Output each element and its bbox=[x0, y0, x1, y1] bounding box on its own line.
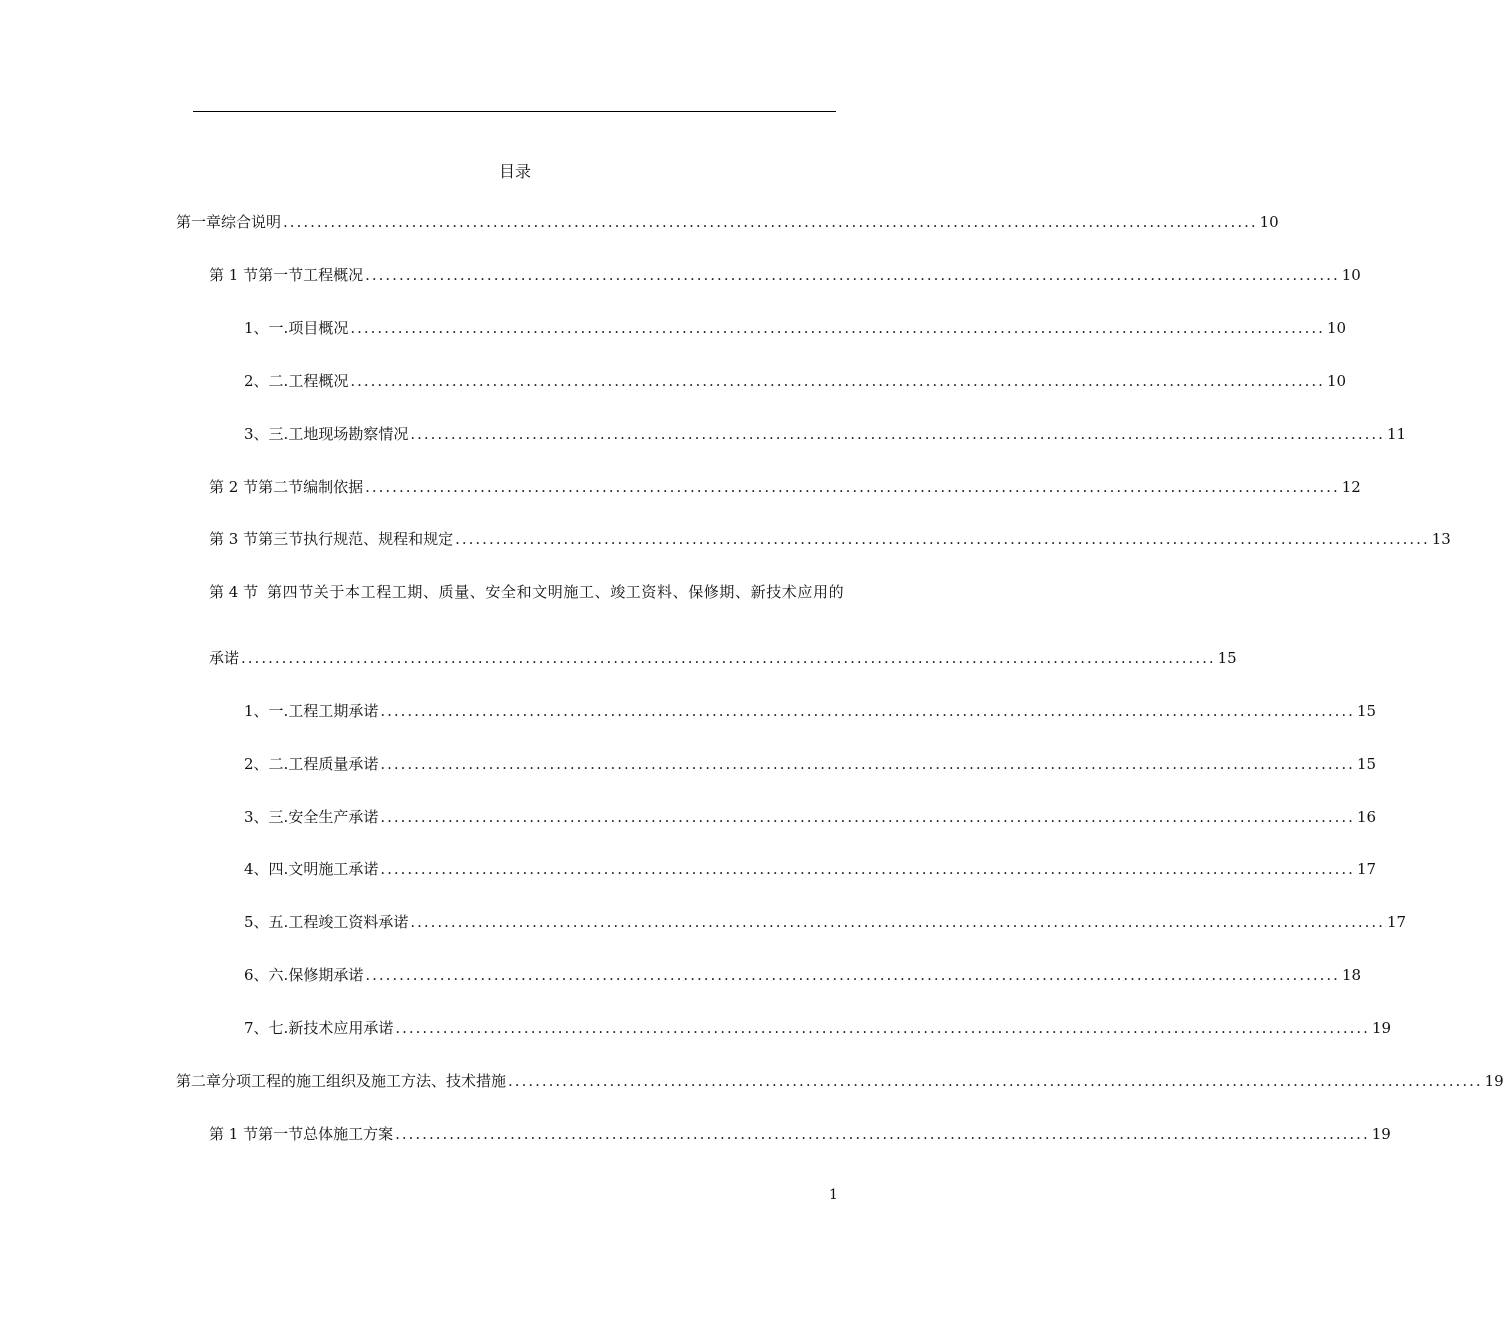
toc-entry-text: 综合说明 bbox=[221, 213, 282, 231]
toc-entry-page: 10 bbox=[1341, 266, 1361, 284]
toc-entry-page: 11 bbox=[1386, 425, 1407, 443]
toc-entry-number: 3、 bbox=[244, 808, 269, 826]
toc-entry-number: 2、 bbox=[244, 755, 269, 773]
toc-title: 目录 bbox=[498, 162, 531, 181]
toc-entry-text: 一.工程工期承诺 bbox=[268, 702, 379, 720]
toc-entry-number: 7、 bbox=[244, 1019, 269, 1037]
toc-entry-number: 4、 bbox=[244, 860, 269, 878]
toc-entry-text: 六.保修期承诺 bbox=[268, 966, 364, 984]
toc-entry-text: 分项工程的施工组织及施工方法、技术措施 bbox=[221, 1072, 507, 1090]
toc-entry-item[interactable] bbox=[244, 964, 1362, 986]
toc-entry-page: 18 bbox=[1341, 966, 1362, 984]
toc-entry-page: 16 bbox=[1356, 808, 1377, 826]
toc-entry-number: 1、 bbox=[244, 702, 269, 720]
toc-entry-page: 15 bbox=[1356, 755, 1377, 773]
toc-entry-number: 第 3 节 bbox=[209, 530, 259, 548]
dot-leader: ................................................................................................................................................ bbox=[283, 213, 1258, 231]
toc-entry-page: 15 bbox=[1356, 702, 1377, 720]
dot-leader: ................................................................................................................................................ bbox=[350, 319, 1325, 337]
dot-leader: ................................................................................................................................................ bbox=[380, 808, 1355, 826]
toc-entry-item[interactable] bbox=[244, 370, 1347, 392]
toc-entry-section-wrapped[interactable] bbox=[209, 581, 844, 603]
toc-entry-number: 第 1 节 bbox=[209, 1125, 259, 1143]
toc-entry-number: 5、 bbox=[244, 913, 269, 931]
toc-entry-page: 13 bbox=[1431, 530, 1451, 548]
toc-entry-item[interactable] bbox=[244, 700, 1377, 722]
toc-entry-chapter-2[interactable] bbox=[176, 1070, 1504, 1092]
toc-entry-item[interactable] bbox=[244, 753, 1377, 775]
toc-entry-page: 12 bbox=[1341, 478, 1361, 496]
toc-entry-number: 2、 bbox=[244, 372, 269, 390]
toc-entry-text: 承诺 bbox=[209, 649, 240, 667]
toc-entry-number: 第 4 节 bbox=[209, 583, 259, 601]
toc-entry-item[interactable] bbox=[244, 1017, 1392, 1039]
dot-leader: ................................................................................................................................................ bbox=[380, 860, 1355, 878]
toc-entry-page: 10 bbox=[1326, 319, 1347, 337]
toc-entry-page: 17 bbox=[1356, 860, 1377, 878]
toc-entry-page: 10 bbox=[1326, 372, 1347, 390]
dot-leader: ................................................................................................................................................ bbox=[395, 1019, 1370, 1037]
toc-entry-chapter-1[interactable] bbox=[176, 211, 1279, 233]
toc-entry-text: 二.工程概况 bbox=[268, 372, 349, 390]
dot-leader: ................................................................................................................................................ bbox=[508, 1072, 1483, 1090]
toc-entry-section[interactable] bbox=[209, 1123, 1391, 1145]
dot-leader: ................................................................................................................................................ bbox=[380, 755, 1355, 773]
toc-entry-text: 第一节工程概况 bbox=[258, 266, 364, 284]
toc-entry-number: 第 2 节 bbox=[209, 478, 259, 496]
toc-entry-section-continuation[interactable] bbox=[209, 647, 1237, 669]
toc-entry-text: 四.文明施工承诺 bbox=[268, 860, 379, 878]
toc-entry-page: 10 bbox=[1259, 213, 1279, 231]
toc-entry-text: 第一节总体施工方案 bbox=[258, 1125, 394, 1143]
toc-entry-number: 6、 bbox=[244, 966, 269, 984]
toc-entry-page: 15 bbox=[1217, 649, 1237, 667]
dot-leader: ................................................................................................................................................ bbox=[365, 266, 1340, 284]
toc-entry-text: 三.工地现场勘察情况 bbox=[268, 425, 409, 443]
toc-entry-section[interactable] bbox=[209, 264, 1361, 286]
dot-leader: ................................................................................................................................................ bbox=[241, 649, 1216, 667]
dot-leader: ................................................................................................................................................ bbox=[350, 372, 1325, 390]
page-number: 1 bbox=[829, 1187, 838, 1203]
toc-entry-item[interactable] bbox=[244, 806, 1377, 828]
toc-entry-page: 19 bbox=[1371, 1125, 1391, 1143]
toc-entry-text: 第四节关于本工程工期、质量、安全和文明施工、竣工资料、保修期、新技术应用的 bbox=[267, 583, 845, 601]
toc-entry-item[interactable] bbox=[244, 858, 1377, 880]
toc-entry-text: 五.工程竣工资料承诺 bbox=[268, 913, 409, 931]
toc-entry-text: 第三节执行规范、规程和规定 bbox=[258, 530, 454, 548]
toc-entry-text: 一.项目概况 bbox=[268, 319, 349, 337]
toc-entry-number: 第 1 节 bbox=[209, 266, 259, 284]
toc-entry-section[interactable] bbox=[209, 528, 1451, 550]
toc-entry-page: 19 bbox=[1371, 1019, 1392, 1037]
dot-leader: ................................................................................................................................................ bbox=[365, 478, 1340, 496]
toc-entry-text: 七.新技术应用承诺 bbox=[268, 1019, 394, 1037]
header-rule bbox=[193, 111, 836, 112]
dot-leader: ................................................................................................................................................ bbox=[410, 425, 1385, 443]
toc-entry-text: 三.安全生产承诺 bbox=[268, 808, 379, 826]
dot-leader: ................................................................................................................................................ bbox=[365, 966, 1340, 984]
toc-entry-number: 第二章 bbox=[176, 1072, 222, 1090]
toc-entry-item[interactable] bbox=[244, 423, 1407, 445]
dot-leader: ................................................................................................................................................ bbox=[395, 1125, 1370, 1143]
toc-entry-page: 19 bbox=[1484, 1072, 1504, 1090]
dot-leader: ................................................................................................................................................ bbox=[380, 702, 1355, 720]
dot-leader: ................................................................................................................................................ bbox=[455, 530, 1430, 548]
toc-entry-text: 二.工程质量承诺 bbox=[268, 755, 379, 773]
toc-entry-number: 1、 bbox=[244, 319, 269, 337]
toc-entry-page: 17 bbox=[1386, 913, 1407, 931]
toc-entry-item[interactable] bbox=[244, 911, 1407, 933]
toc-entry-item[interactable] bbox=[244, 317, 1347, 339]
toc-entry-number: 第一章 bbox=[176, 213, 222, 231]
toc-entry-section[interactable] bbox=[209, 476, 1361, 498]
toc-entry-number: 3、 bbox=[244, 425, 269, 443]
dot-leader: ................................................................................................................................................ bbox=[410, 913, 1385, 931]
toc-entry-text: 第二节编制依据 bbox=[258, 478, 364, 496]
